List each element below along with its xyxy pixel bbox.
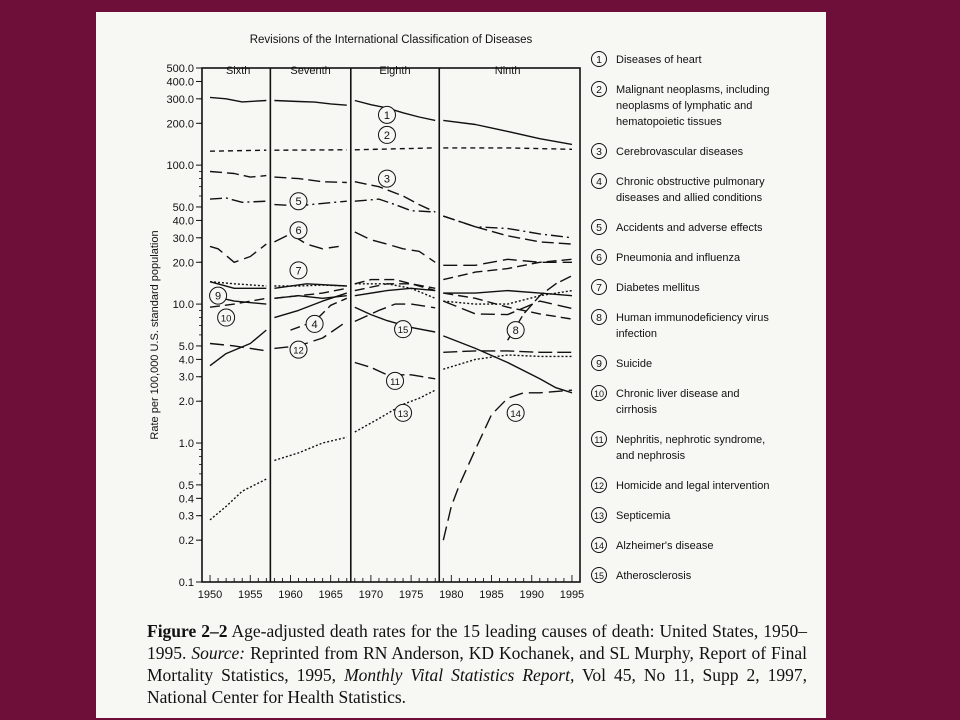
legend-item-3-text: Cerebrovascular diseases	[616, 146, 744, 158]
legend-item-8	[592, 310, 770, 341]
series-9-callout	[210, 287, 227, 304]
series-1-line	[443, 120, 572, 144]
x-tick-label: 1975	[398, 589, 424, 601]
legend-item-15-number: 15	[593, 571, 605, 581]
legend-item-9-number: 9	[596, 358, 602, 370]
y-tick-label: 500.0	[166, 63, 194, 75]
series-10-callout-number: 10	[220, 313, 232, 325]
revision-label-ninth: Ninth	[494, 65, 521, 77]
legend-item-13-number: 13	[593, 511, 605, 521]
x-tick-label: 1970	[358, 589, 384, 601]
legend-item-12-text: Homicide and legal intervention	[616, 480, 770, 492]
series-6-line	[355, 232, 435, 262]
legend-item-10-text: cirrhosis	[616, 404, 657, 416]
legend-item-10-number: 10	[593, 389, 605, 399]
x-tick-label: 1965	[318, 589, 343, 601]
caption-journal: Monthly Vital Statistics Report,	[344, 665, 575, 685]
legend-item-3-number: 3	[596, 146, 602, 158]
caption-source-label: Source:	[191, 643, 246, 663]
series-13-callout-number: 13	[397, 408, 409, 420]
series-8-callout	[507, 322, 524, 339]
legend-item-14-number: 14	[593, 541, 605, 551]
figure-caption	[147, 620, 807, 708]
x-tick-label: 1990	[519, 589, 544, 601]
series-13-callout	[395, 404, 412, 421]
legend-item-9-text: Suicide	[616, 358, 653, 370]
y-tick-label: 2.0	[178, 396, 194, 409]
series-15-callout	[395, 321, 412, 338]
series-3-callout-number: 3	[383, 173, 391, 186]
y-tick-label: 100.0	[166, 160, 194, 173]
series-6-line	[443, 259, 572, 265]
y-tick-label: 20.0	[172, 257, 194, 270]
x-tick-label: 1985	[479, 589, 504, 601]
legend-item-15	[592, 568, 692, 583]
legend-item-10-text: Chronic liver disease and	[616, 388, 740, 400]
y-tick-label: 0.1	[178, 577, 194, 589]
figure-page	[96, 12, 826, 718]
series-3-line	[210, 172, 266, 178]
series-1-callout-number: 1	[383, 109, 391, 122]
legend-item-1-number: 1	[596, 54, 602, 66]
y-tick-label: 200.0	[166, 118, 194, 131]
legend-item-7	[592, 280, 701, 295]
revision-label-eighth: Eighth	[379, 65, 411, 77]
legend-item-7-text: Diabetes mellitus	[616, 282, 700, 294]
legend-item-10	[592, 386, 740, 417]
legend-item-8-number: 8	[596, 312, 602, 324]
legend-item-3	[592, 144, 744, 159]
series-3-callout	[378, 170, 395, 187]
series-4-callout	[306, 315, 323, 332]
series-2-callout	[378, 126, 395, 143]
caption-text-3: Vol 45, No 11, Supp 2, 1997, National Center for Health Statistics.	[147, 665, 807, 707]
series-7-callout	[290, 262, 307, 279]
legend-item-11-text: and nephrosis	[616, 450, 686, 462]
series-15-line	[443, 336, 572, 393]
y-tick-label: 0.5	[178, 479, 194, 492]
series-1-line	[210, 97, 266, 102]
series-13-line	[274, 437, 346, 460]
y-tick-label: 0.3	[178, 510, 194, 523]
legend-item-15-text: Atherosclerosis	[616, 570, 692, 582]
series-9-line	[443, 291, 572, 296]
series-6-callout-number: 6	[295, 225, 302, 238]
legend-item-11-text: Nephritis, nephrotic syndrome,	[616, 434, 766, 446]
figure-label: Figure 2–2	[147, 621, 228, 641]
series-2-line	[210, 150, 266, 151]
legend-item-6	[592, 250, 742, 265]
series-14-callout	[507, 404, 524, 421]
series-11-line	[443, 351, 572, 352]
y-tick-label: 4.0	[178, 354, 194, 367]
caption-text-2: Reprinted from RN Anderson, KD Kochanek, and SL Murphy, Report of Final Mortality Statistics, 1995,	[147, 643, 808, 685]
legend-item-13	[592, 508, 672, 523]
series-11-callout-number: 11	[390, 376, 400, 388]
legend-item-8-text: infection	[616, 328, 657, 340]
series-5-line	[210, 198, 266, 202]
legend-item-12	[592, 478, 770, 493]
legend-item-1-text: Diseases of heart	[616, 54, 702, 66]
legend-item-4-number: 4	[596, 176, 602, 188]
y-tick-label: 30.0	[172, 232, 194, 245]
series-7-callout-number: 7	[295, 265, 302, 278]
series-6-line	[274, 234, 338, 249]
series-5-line	[443, 216, 572, 238]
y-tick-label: 300.0	[166, 93, 194, 106]
y-tick-label: 400.0	[166, 76, 194, 89]
legend-item-6-text: Pneumonia and influenza	[616, 252, 741, 264]
series-11-callout	[387, 372, 404, 389]
series-4-callout-number: 4	[311, 318, 318, 331]
legend-item-6-number: 6	[596, 252, 602, 264]
series-9-line	[355, 288, 435, 295]
legend-item-8-text: Human immunodeficiency virus	[616, 312, 769, 324]
legend-item-5	[592, 220, 764, 235]
legend-item-2-text: Malignant neoplasms, including	[616, 84, 770, 96]
legend-item-2-text: neoplasms of lymphatic and	[616, 100, 753, 112]
legend-item-12-number: 12	[593, 481, 605, 491]
legend-item-4-text: Chronic obstructive pulmonary	[616, 176, 765, 188]
x-tick-label: 1955	[238, 589, 263, 601]
series-5-callout-number: 5	[295, 196, 302, 209]
series-6-callout	[290, 222, 307, 239]
legend-item-14-text: Alzheimer's disease	[616, 540, 714, 552]
y-tick-label: 0.4	[178, 493, 194, 506]
series-1-callout	[378, 106, 395, 123]
series-1-line	[274, 101, 346, 106]
series-3-line	[355, 182, 435, 212]
revision-label-sixth: Sixth	[225, 65, 251, 77]
series-10-callout	[218, 309, 235, 326]
series-5-callout	[290, 193, 307, 210]
series-12-callout-number: 12	[293, 345, 304, 357]
series-5-line	[274, 201, 346, 206]
series-misc-line	[210, 330, 266, 366]
y-tick-label: 10.0	[172, 299, 194, 312]
legend-item-5-text: Accidents and adverse effects	[616, 222, 763, 234]
legend-item-2	[592, 82, 770, 129]
legend-item-11	[592, 432, 766, 463]
series-2-line	[355, 148, 435, 150]
y-tick-label: 0.2	[178, 535, 194, 548]
y-tick-label: 3.0	[178, 371, 194, 384]
legend-item-5-number: 5	[596, 222, 602, 234]
legend-item-2-number: 2	[596, 84, 602, 96]
legend-item-7-number: 7	[596, 282, 602, 294]
legend-item-4-text: diseases and allied conditions	[616, 192, 763, 204]
series-12-callout	[290, 341, 307, 358]
series-9-callout-number: 9	[215, 290, 222, 303]
y-tick-label: 40.0	[172, 215, 194, 228]
caption-text-1: Age-adjusted death rates for the 15 leading causes of death: United States, 1950–1995.	[147, 621, 807, 663]
series-5-line	[355, 199, 435, 212]
y-tick-label: 1.0	[178, 438, 194, 451]
legend-item-9	[592, 356, 653, 371]
y-tick-label: 5.0	[178, 340, 194, 353]
death-rate-chart	[96, 12, 826, 612]
series-3-line	[274, 177, 346, 182]
series-2-line	[443, 148, 572, 149]
legend-item-4	[592, 174, 766, 205]
y-axis-label: Rate per 100,000 U.S. standard population	[149, 230, 161, 440]
series-12-line	[210, 344, 266, 351]
legend-item-1	[592, 52, 702, 67]
revision-label-seventh: Seventh	[290, 65, 331, 77]
legend-item-14	[592, 538, 714, 553]
series-8-callout-number: 8	[512, 325, 519, 338]
chart-title: Revisions of the International Classification of Diseases	[249, 34, 533, 46]
series-15-callout-number: 15	[397, 325, 409, 337]
x-tick-label: 1995	[559, 589, 585, 601]
legend-item-11-number: 11	[594, 435, 604, 445]
x-tick-label: 1960	[278, 589, 303, 601]
series-3-line	[443, 216, 572, 244]
legend-item-2-text: hematopoietic tissues	[616, 116, 722, 128]
series-2-callout-number: 2	[383, 129, 391, 142]
plot-frame	[202, 68, 580, 582]
series-6-line	[210, 244, 266, 262]
series-14-callout-number: 14	[510, 408, 521, 420]
x-tick-label: 1980	[439, 589, 464, 601]
y-tick-label: 50.0	[172, 201, 194, 214]
legend-item-13-text: Septicemia	[616, 510, 671, 522]
series-13-line	[210, 479, 266, 520]
x-tick-label: 1950	[197, 589, 223, 601]
